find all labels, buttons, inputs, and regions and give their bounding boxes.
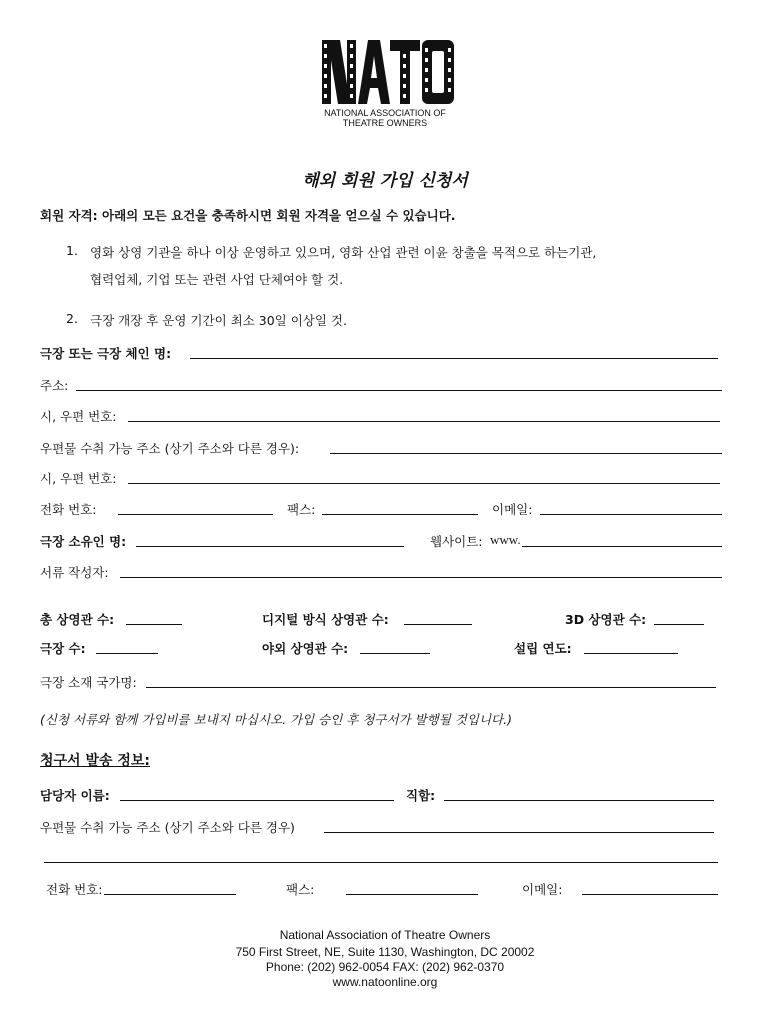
- contact-name-label: 담당자 이름:: [40, 788, 110, 803]
- theatres-count-field[interactable]: [96, 653, 158, 654]
- year-founded-field[interactable]: [584, 653, 678, 654]
- total-screens-label: 총 상영관 수:: [40, 612, 115, 627]
- job-title-field[interactable]: [444, 800, 714, 801]
- drive-in-field[interactable]: [360, 653, 430, 654]
- eligibility-label: 회원 자격:: [40, 208, 98, 223]
- nato-logo: [320, 38, 456, 106]
- website-prefix: www.: [490, 532, 521, 547]
- prepared-by-field[interactable]: [120, 577, 722, 578]
- logo-subtitle-line2: THEATRE OWNERS: [342, 118, 428, 128]
- fax-label: 팩스:: [287, 502, 316, 517]
- item2-number: 2.: [66, 311, 78, 326]
- billing-fax-field[interactable]: [346, 894, 478, 895]
- eligibility-heading: [40, 206, 456, 224]
- theatre-name-field[interactable]: [190, 358, 718, 359]
- billing-phone-label: 전화 번호:: [46, 882, 103, 897]
- footer-phone-fax: Phone: (202) 962-0054 FAX: (202) 962-0370: [265, 960, 505, 974]
- fax-field[interactable]: [322, 514, 478, 515]
- country-label: 극장 소재 국가명:: [40, 675, 137, 690]
- billing-phone-field[interactable]: [104, 894, 236, 895]
- item1-text-line2: 협력업체, 기업 또는 관련 사업 단체여야 할 것.: [90, 272, 344, 287]
- mailing-address-label: 우편물 수취 가능 주소 (상기 주소와 다른 경우):: [40, 441, 300, 456]
- logo-subtitle-line1: NATIONAL ASSOCIATION OF: [324, 108, 446, 118]
- item1-text-line1: 영화 상영 기관을 하나 이상 운영하고 있으며, 영화 산업 관련 이윤 창출을 목적으로 하는기관,: [90, 245, 597, 260]
- eligibility-intro: 아래의 모든 요건을 충족하시면 회원 자격을 얻으실 수 있습니다.: [102, 208, 456, 223]
- theatres-count-label: 극장 수:: [40, 641, 86, 656]
- city-zip-label-2: 시, 우편 번호:: [40, 471, 117, 486]
- website-label: 웹사이트:: [430, 534, 483, 549]
- website-field[interactable]: [522, 546, 722, 547]
- total-screens-field[interactable]: [126, 624, 182, 625]
- fee-note: (신청 서류와 함께 가입비를 보내지 마십시오. 가입 승인 후 청구서가 발행될 것입니다.): [40, 712, 512, 727]
- country-field[interactable]: [146, 687, 716, 688]
- billing-mailing-label: 우편물 수취 가능 주소 (상기 주소와 다른 경우): [40, 820, 295, 835]
- address-label: 주소:: [40, 378, 69, 393]
- billing-mailing-field-line2[interactable]: [44, 862, 718, 863]
- owner-name-field[interactable]: [136, 546, 404, 547]
- owner-name-label: 극장 소유인 명:: [40, 534, 127, 549]
- digital-screens-field[interactable]: [404, 624, 472, 625]
- mailing-address-field[interactable]: [330, 453, 722, 454]
- screens-3d-label: 3D 상영관 수:: [565, 612, 647, 627]
- footer-org: National Association of Theatre Owners: [279, 928, 491, 942]
- city-zip-label: 시, 우편 번호:: [40, 409, 117, 424]
- drive-in-label: 야외 상영관 수:: [262, 641, 349, 656]
- footer-website[interactable]: www.natoonline.org: [332, 975, 438, 989]
- billing-email-field[interactable]: [582, 894, 718, 895]
- billing-email-label: 이메일:: [522, 882, 563, 897]
- year-founded-label: 설립 연도:: [514, 641, 572, 656]
- footer-address: 750 First Street, NE, Suite 1130, Washington, DC 20002: [235, 945, 535, 959]
- digital-screens-label: 디지털 방식 상영관 수:: [262, 612, 389, 627]
- screens-3d-field[interactable]: [654, 624, 704, 625]
- theatre-name-label: 극장 또는 극장 체인 명:: [40, 346, 172, 361]
- address-field[interactable]: [76, 390, 722, 391]
- email-field[interactable]: [540, 514, 722, 515]
- phone-label: 전화 번호:: [40, 502, 97, 517]
- form-title: 해외 회원 가입 신청서: [302, 171, 468, 191]
- prepared-by-label: 서류 작성자:: [40, 565, 109, 580]
- phone-field[interactable]: [118, 514, 273, 515]
- city-zip-field[interactable]: [128, 421, 720, 422]
- contact-name-field[interactable]: [120, 800, 394, 801]
- item1-number: 1.: [66, 243, 78, 258]
- item2-text: 극장 개장 후 운영 기간이 최소 30일 이상일 것.: [90, 313, 347, 328]
- email-label: 이메일:: [492, 502, 533, 517]
- billing-fax-label: 팩스:: [286, 882, 315, 897]
- job-title-label: 직함:: [406, 788, 436, 803]
- billing-mailing-field[interactable]: [324, 832, 714, 833]
- billing-heading: 청구서 발송 정보:: [40, 753, 151, 769]
- city-zip-field-2[interactable]: [128, 483, 720, 484]
